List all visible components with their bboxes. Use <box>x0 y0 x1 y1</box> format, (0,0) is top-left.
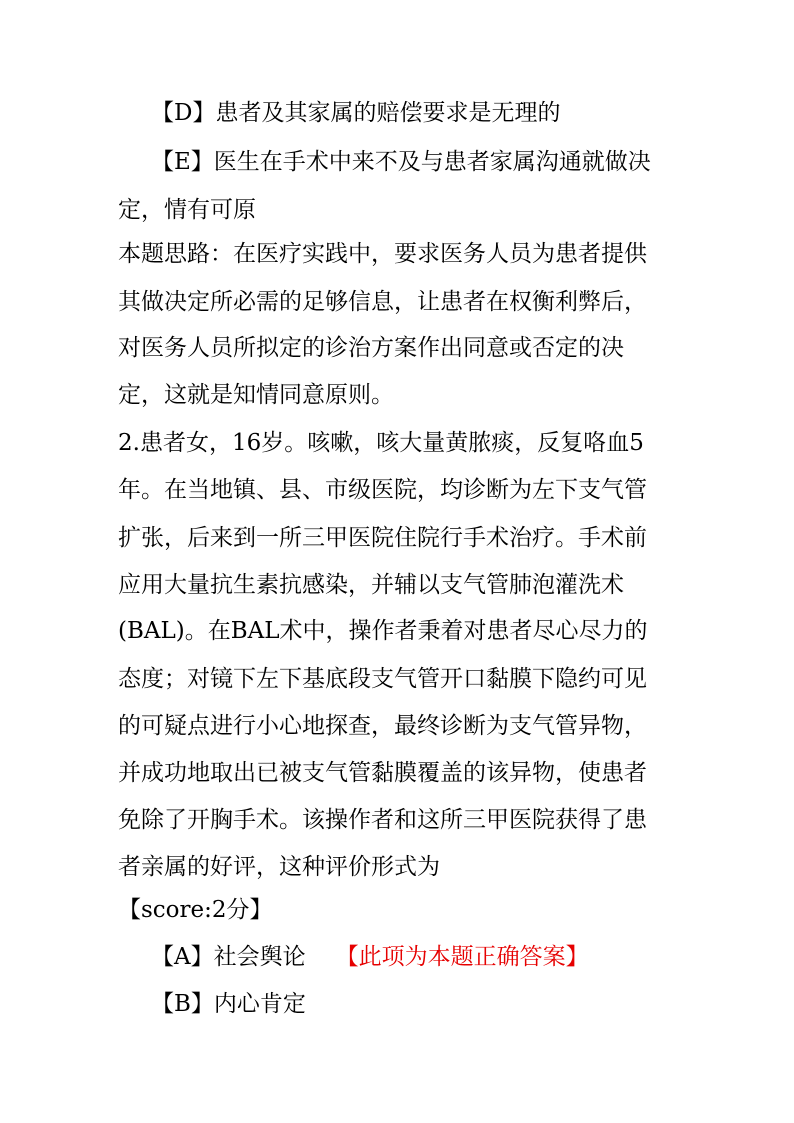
analysis-line-1: 本题思路：在医疗实践中，要求医务人员为患者提供 <box>118 241 647 267</box>
question-line-5: (BAL)。在BAL术中，操作者秉着对患者尽心尽力的 <box>118 618 648 644</box>
question-line-8: 并成功地取出已被支气管黏膜覆盖的该异物，使患者 <box>118 760 647 786</box>
question-line-6: 态度；对镜下左下基底段支气管开口黏膜下隐约可见 <box>118 666 647 692</box>
option-b: 【B】内心肯定 <box>151 991 306 1017</box>
question-line-4: 应用大量抗生素抗感染，并辅以支气管肺泡灌洗术 <box>118 572 624 598</box>
correct-answer-marker: 【此项为本题正确答案】 <box>335 944 589 970</box>
score-label: 【score:2分】 <box>118 897 273 923</box>
question-line-7: 的可疑点进行小心地探查，最终诊断为支气管异物， <box>118 713 647 739</box>
option-d: 【D】患者及其家属的赔偿要求是无理的 <box>151 100 561 126</box>
analysis-line-3: 对医务人员所拟定的诊治方案作出同意或否定的决 <box>118 335 624 361</box>
question-line-9: 免除了开胸手术。该操作者和这所三甲医院获得了患 <box>118 807 647 833</box>
question-line-1: 2.患者女，16岁。咳嗽，咳大量黄脓痰，反复咯血5 <box>118 430 644 456</box>
option-a-row <box>151 941 589 973</box>
question-line-2: 年。在当地镇、县、市级医院，均诊断为左下支气管 <box>118 477 647 503</box>
analysis-line-4: 定，这就是知情同意原则。 <box>118 382 394 408</box>
option-a: 【A】社会舆论 <box>151 944 306 970</box>
analysis-line-2: 其做决定所必需的足够信息，让患者在权衡利弊后， <box>118 289 647 315</box>
question-line-10: 者亲属的好评，这种评价形式为 <box>118 854 440 880</box>
question-line-3: 扩张，后来到一所三甲医院住院行手术治疗。手术前 <box>118 525 647 551</box>
option-e-line-2: 定，情有可原 <box>118 197 256 223</box>
option-e-line-1: 【E】医生在手术中来不及与患者家属沟通就做决 <box>151 149 651 175</box>
